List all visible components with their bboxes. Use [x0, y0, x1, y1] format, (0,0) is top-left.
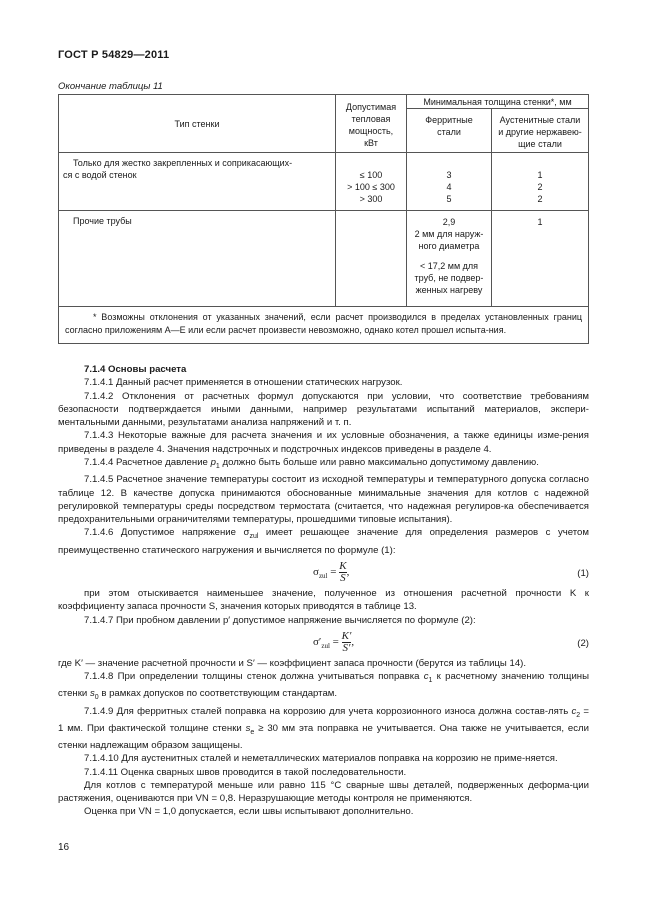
header-min-thickness: Минимальная толщина стенки*, мм	[407, 95, 589, 109]
document-header: ГОСТ Р 54829—2011	[58, 49, 170, 61]
row2-power	[336, 211, 407, 307]
header-power: Допустимая тепловая мощность, кВт	[336, 95, 407, 153]
paragraph: 7.1.4.7 При пробном давлении p′ допустимое напряжение вычисляется по формуле (2):	[84, 614, 476, 626]
table-caption: Окончание таблицы 11	[58, 81, 163, 92]
paragraph: при этом отыскивается наименьшее значение, полученное из отношения расчетной прочности K к коэффициенту запаса прочности S, значения которых приводятся в таблице 13.	[58, 587, 589, 613]
body-text	[58, 363, 589, 819]
paragraph: Для котлов с температурой меньше или равно 115 °С сварные швы деталей, подверженных деформа-ции растяжения, оцениваются при VN = 0,8. Неразрушающие методы контроля не применяются.	[58, 779, 589, 805]
row1-power: ≤ 100 > 100 ≤ 300 > 300	[336, 153, 407, 211]
paragraph: 7.1.4.8 При определении толщины стенок должна учитываться поправка $c_1$ к расчетному значению толщины стенки $s_0$ в рамках допусков по соответствующим стандартам.	[58, 671, 589, 702]
paragraph: 7.1.4.9 Для ферритных сталей поправка на коррозию для учета коррозионного износа должна состав-лять $c_2 = 1$ мм. При фактической толщине стенки $s_e \ge 30$ мм эта поправка не учитывается. Она также не учитывается, если стенки надлежащим образом защищены.	[58, 705, 589, 751]
paragraph: Оценка при VN = 1,0 допускается, если швы испытывают дополнительно.	[84, 806, 414, 818]
formula-2-label: (2)	[577, 637, 589, 649]
formula-2: $\sigma'_{zul}$ = $\frac{K'}{S'}$ , (2)	[313, 629, 589, 654]
section-heading: 7.1.4 Основы расчета	[84, 364, 187, 375]
row2-ferritic: 2,9 2 мм для наруж- ного диаметра < 17,2 мм для труб, не подвер- женных нагреву	[407, 211, 492, 307]
paragraph: 7.1.4.5 Расчетное значение температуры состоит из исходной температуры и температурного допуска согласно таблице 12. В качестве допуска принимаются обоснованные минимальные значения для котлов с надежной регулировкой температуры среды посредством термостата (считается, что надежная регулиров-ка обеспечивается предохранительными ограничителями температуры, прошедшими типовые испытания).	[58, 474, 589, 526]
paragraph: 7.1.4.1 Данный расчет применяется в отношении статических нагрузок.	[84, 377, 403, 389]
page-number: 16	[58, 842, 70, 853]
paragraph: 7.1.4.10 Для аустенитных сталей и неметаллических материалов поправка на коррозию не приме-няется.	[84, 753, 558, 765]
paragraph: 7.1.4.3 Некоторые важные для расчета значения и их условные обозначения, а также единицы изме-рения приведены в разделе 4. Значения надстрочных и подстрочных индексов приведены в разделе 4.	[58, 430, 589, 455]
header-wall-type: Тип стенки	[59, 95, 336, 153]
row1-austenitic: 1 2 2	[492, 153, 589, 211]
row1-wall: Только для жестко закрепленных и соприкасающих- ся с водой стенок	[59, 153, 336, 211]
row2-austenitic: 1	[492, 211, 589, 307]
formula-1: $\sigma_{zul}$ = $\frac{K}{S}$ , (1)	[313, 559, 589, 584]
formula-1-label: (1)	[577, 567, 589, 579]
table-11-end	[58, 94, 589, 344]
row1-ferritic: 3 4 5	[407, 153, 492, 211]
header-ferritic: Ферритные стали	[407, 109, 492, 153]
row2-wall: Прочие трубы	[59, 211, 336, 307]
paragraph: 7.1.4.6 Допустимое напряжение $\sigma_{zul}$ имеет решающее значение для определения размеров с учетом преимущественно статического нагружения и вычисляется по формуле (1):	[58, 527, 589, 556]
paragraph: 7.1.4.2 Отклонения от расчетных формул допускаются при условии, что соответствие требованиям безопасности подтверждается иными данными, например результатами испытаний материалов, экспери-ментальными данными, результатами анализа напряжений и т. п.	[58, 390, 589, 429]
table-footnote: * Возможны отклонения от указанных значений, если расчет производился в пределах установленных границ согласно приложениям А—Е или если расчет произвести невозможно, однако котел прошел испыта-ния.	[59, 307, 589, 344]
paragraph: 7.1.4.4 Расчетное давление $p_1$ должно быть больше или равно максимально допустимому давлению.	[84, 457, 539, 470]
header-austenitic: Аустенитные стали и другие нержавею- щие стали	[492, 109, 589, 153]
paragraph: где K′ — значение расчетной прочности и S′ — коэффициент запаса прочности (берутся из таблицы 14).	[58, 657, 527, 669]
paragraph: 7.1.4.11 Оценка сварных швов проводится в такой последовательности.	[84, 766, 407, 778]
